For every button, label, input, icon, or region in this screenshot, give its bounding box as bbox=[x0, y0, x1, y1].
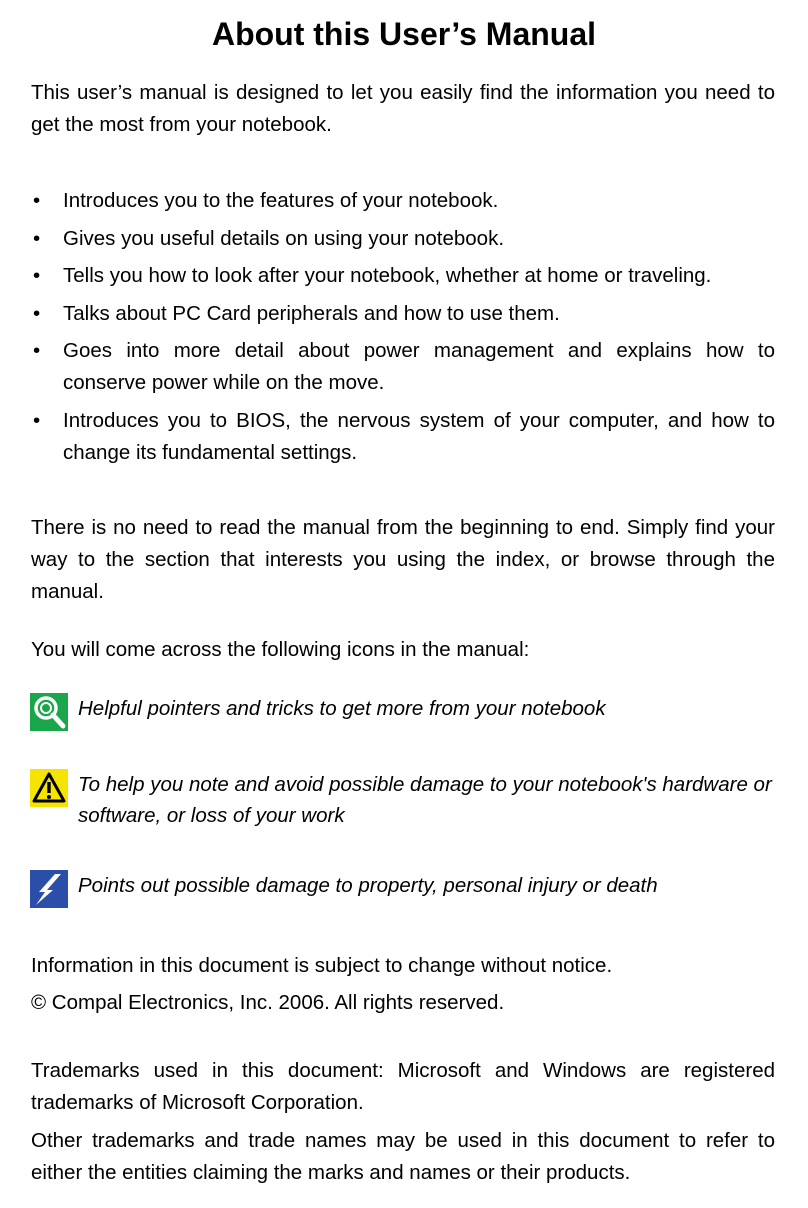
list-item: • Introduces you to the features of your notebook. bbox=[31, 185, 775, 217]
icon-legend-warning bbox=[30, 870, 780, 901]
caution-triangle-icon bbox=[30, 769, 68, 807]
bullet-icon: • bbox=[33, 264, 41, 287]
page-title: About this User’s Manual bbox=[211, 16, 597, 52]
bullet-icon: • bbox=[33, 339, 41, 362]
list-item: • Tells you how to look after your notebook, whether at home or traveling. bbox=[31, 260, 775, 292]
bullet-icon: • bbox=[33, 408, 41, 432]
other-trademarks-paragraph: Other trademarks and trade names may be used in this document to refer to either the entities claiming the marks and names or their products. bbox=[31, 1129, 775, 1184]
lightning-warning-icon bbox=[30, 870, 68, 908]
bullet-icon: • bbox=[33, 226, 41, 250]
intro-paragraph: This user’s manual is designed to let you easily find the information you need to get the most from your notebook. bbox=[31, 81, 775, 136]
list-item: • Goes into more detail about power management and explains how to conserve power while on the move. bbox=[31, 335, 775, 399]
icon-legend-caution bbox=[30, 769, 780, 831]
list-item: • Introduces you to BIOS, the nervous system of your computer, and how to change its fundamental settings. bbox=[31, 405, 775, 469]
trademarks-paragraph: Trademarks used in this document: Microsoft and Windows are registered trademarks of Microsoft Corporation. bbox=[31, 1059, 775, 1114]
list-item: • Talks about PC Card peripherals and how to use them. bbox=[31, 298, 775, 330]
tip-description: Helpful pointers and tricks to get more from your notebook bbox=[78, 697, 606, 720]
feature-list bbox=[31, 185, 775, 474]
bullet-icon: • bbox=[33, 189, 41, 212]
list-item: • Gives you useful details on using your notebook. bbox=[31, 223, 775, 255]
copyright-notice: © Compal Electronics, Inc. 2006. All rights reserved. bbox=[31, 991, 505, 1014]
change-notice: Information in this document is subject to change without notice. bbox=[31, 954, 613, 977]
icon-legend-tip bbox=[30, 693, 780, 724]
magnifier-tip-icon bbox=[30, 693, 68, 731]
reading-guidance-paragraph: There is no need to read the manual from the beginning to end. Simply find your way to the section that interests you using the index, or browse through the manual. bbox=[31, 516, 775, 603]
warning-description: Points out possible damage to property, personal injury or death bbox=[78, 874, 658, 897]
bullet-icon: • bbox=[33, 301, 41, 325]
icons-intro-text: You will come across the following icons in the manual: bbox=[31, 638, 530, 661]
caution-description: To help you note and avoid possible damage to your notebook's hardware or software, or loss of your work bbox=[78, 773, 772, 827]
